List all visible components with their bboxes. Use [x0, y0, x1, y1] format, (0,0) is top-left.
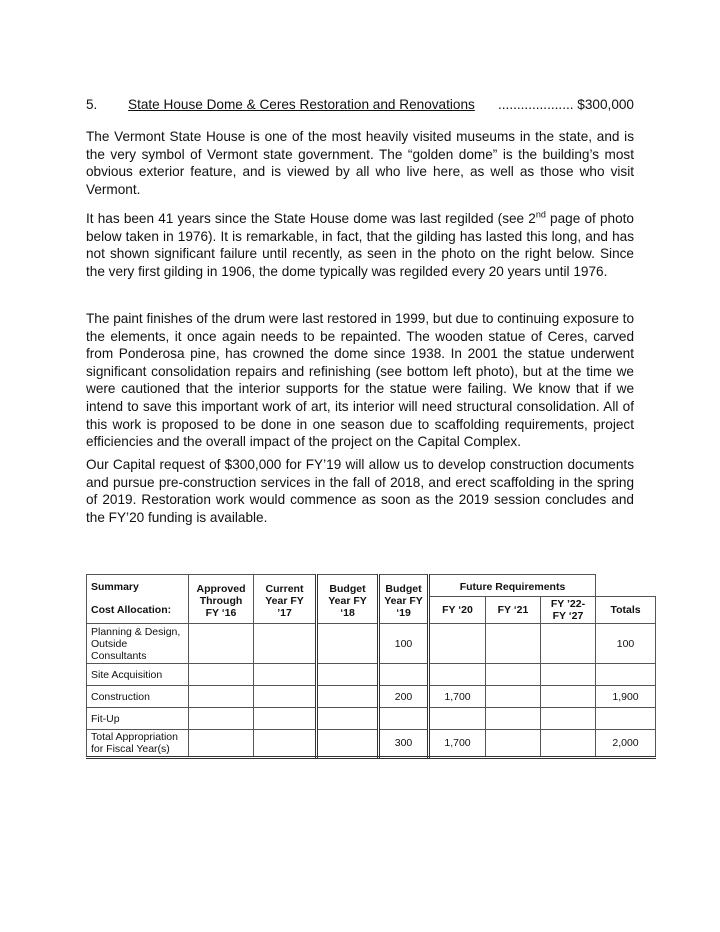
paragraph-capital-request: Our Capital request of $300,000 for FY’19 will allow us to develop construction documents and pursue pre-construction services in the fall of 2018, and erect scaffolding in the spring of 2019. Restoration work would commence as soon as the 2019 session concludes and the FY’20 funding is available.	[86, 457, 634, 525]
table-row	[87, 730, 656, 758]
paragraph-regilding-part1: It has been 41 years since the State House dome was last regilded (see 2	[86, 211, 536, 226]
cell-total: 1,900	[596, 686, 656, 708]
cell-current	[254, 730, 317, 758]
section-title: State House Dome & Ceres Restoration and Renovations	[128, 97, 475, 112]
paragraph-paint-finishes: The paint finishes of the drum were last restored in 1999, but due to continuing exposure to the elements, it once again needs to be repainted. The wooden statue of Ceres, carved from Ponderosa pine, has crowned the dome since 1938. In 2001 the statue underwent significant consolidation repairs and refinishing (see bottom left photo), but at the time we were cautioned that the interior supports for the statue were failing. We know that if we intend to save this important work of art, its interior will need structural consolidation. All of this work is proposed to be done in one season due to scaffolding requirements, project efficiencies and the overall impact of the project on the Capital Complex.	[86, 311, 634, 450]
cell-fy21	[486, 624, 541, 664]
budget-fy19-header: Budget Year FY ‘19	[379, 575, 429, 624]
table-header-row-1	[87, 575, 656, 597]
cell-fy18	[317, 664, 379, 686]
row-label: Fit-Up	[87, 708, 189, 730]
cell-approved	[189, 730, 254, 758]
cell-total	[596, 664, 656, 686]
approved-header: Approved Through FY ‘16	[189, 575, 254, 624]
current-year-header: Current Year FY ’17	[254, 575, 317, 624]
summary-header: Summary	[87, 575, 189, 597]
row-label: Site Acquisition	[87, 664, 189, 686]
cell-fy18	[317, 708, 379, 730]
blank-header-cell	[596, 575, 656, 597]
cell-current	[254, 664, 317, 686]
paragraph-regilding-part2: page of photo below taken in 1976). It is remarkable, in fact, that the gilding has lasted this long, and has not shown significant failure until recently, as seen in the photo on the right below. Since the very first gilding in 1906, the dome typically was regilded every 20 years until 1976.	[86, 211, 634, 279]
ordinal-superscript: nd	[535, 209, 546, 220]
cell-fy18	[317, 624, 379, 664]
cell-fy20	[429, 664, 486, 686]
section-number: 5.	[86, 97, 98, 112]
cell-fy20: 1,700	[429, 730, 486, 758]
paragraph-regilding	[86, 210, 634, 280]
cell-approved	[189, 664, 254, 686]
row-label: Planning & Design, Outside Consultants	[87, 624, 189, 664]
cell-fy22-27	[541, 730, 596, 758]
cell-fy20	[429, 708, 486, 730]
table-row	[87, 708, 656, 730]
cell-fy22-27	[541, 686, 596, 708]
cell-current	[254, 708, 317, 730]
cell-total: 2,000	[596, 730, 656, 758]
cell-fy21	[486, 708, 541, 730]
table-row	[87, 624, 656, 664]
cell-total	[596, 708, 656, 730]
cell-total: 100	[596, 624, 656, 664]
fy21-header: FY ‘21	[486, 597, 541, 624]
fy22-27-header: FY ’22- FY ‘27	[541, 597, 596, 624]
cell-fy20	[429, 624, 486, 664]
cell-approved	[189, 708, 254, 730]
cell-fy19: 300	[379, 730, 429, 758]
table-row	[87, 686, 656, 708]
cell-fy19: 100	[379, 624, 429, 664]
cell-fy22-27	[541, 664, 596, 686]
cell-fy21	[486, 664, 541, 686]
cell-fy20: 1,700	[429, 686, 486, 708]
cell-current	[254, 686, 317, 708]
table-row	[87, 664, 656, 686]
paragraph-intro: The Vermont State House is one of the most heavily visited museums in the state, and is the very symbol of Vermont state government. The “golden dome” is the building’s most obvious exterior feature, and is viewed by all who live here, as well as those who visit Vermont.	[86, 129, 634, 197]
cell-fy19: 200	[379, 686, 429, 708]
cell-fy19	[379, 708, 429, 730]
cell-fy21	[486, 686, 541, 708]
cell-fy22-27	[541, 624, 596, 664]
cell-approved	[189, 624, 254, 664]
cost-allocation-header: Cost Allocation:	[87, 597, 189, 624]
row-label: Construction	[87, 686, 189, 708]
cell-current	[254, 624, 317, 664]
cell-fy21	[486, 730, 541, 758]
section-amount: .................... $300,000	[497, 97, 634, 112]
future-requirements-header: Future Requirements	[429, 575, 596, 597]
budget-fy18-header: Budget Year FY ‘18	[317, 575, 379, 624]
cell-fy18	[317, 686, 379, 708]
totals-header: Totals	[596, 597, 656, 624]
cell-approved	[189, 686, 254, 708]
row-label: Total Appropriation for Fiscal Year(s)	[87, 730, 189, 758]
cell-fy18	[317, 730, 379, 758]
cell-fy19	[379, 664, 429, 686]
cell-fy22-27	[541, 708, 596, 730]
fy20-header: FY ‘20	[429, 597, 486, 624]
budget-summary-table	[86, 574, 656, 759]
